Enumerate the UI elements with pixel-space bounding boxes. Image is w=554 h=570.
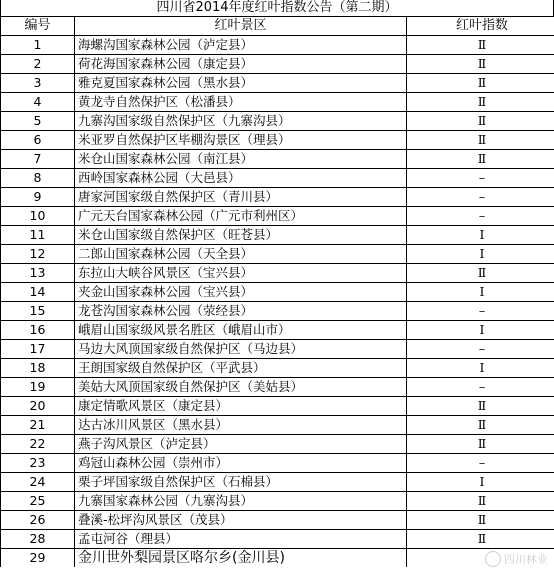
header-index: 红叶指数 [407,17,554,36]
row-scenic-name: 米仓山国家级自然保护区（旺苍县） [75,226,407,245]
row-scenic-name: 西岭国家森林公园（大邑县） [75,169,407,188]
table-row [1,549,554,568]
red-leaf-index-table [0,16,554,567]
row-number: 22 [1,435,75,454]
table-row [1,245,554,264]
row-red-leaf-index: Ⅰ [407,359,554,378]
row-red-leaf-index: Ⅱ [407,93,554,112]
row-red-leaf-index: – [407,169,554,188]
row-red-leaf-index: Ⅱ [407,112,554,131]
row-scenic-name: 海螺沟国家森林公园（泸定县） [75,36,407,55]
table-row [1,207,554,226]
row-red-leaf-index: Ⅱ [407,511,554,530]
row-number: 4 [1,93,75,112]
row-scenic-name: 美姑大风顶国家级自然保护区（美姑县） [75,378,407,397]
table-row [1,188,554,207]
watermark-text: 四川林业 [504,553,548,566]
row-red-leaf-index: Ⅱ [407,530,554,549]
row-scenic-name: 黄龙寺自然保护区（松潘县） [75,93,407,112]
table-row [1,321,554,340]
row-scenic-name: 达古冰川风景区（黑水县） [75,416,407,435]
watermark [485,551,548,567]
table-row [1,473,554,492]
table-row [1,112,554,131]
table-row [1,492,554,511]
row-number: 6 [1,131,75,150]
table-row [1,264,554,283]
row-red-leaf-index: Ⅱ [407,397,554,416]
row-scenic-name: 鸡冠山森林公园（崇州市） [75,454,407,473]
row-number: 9 [1,188,75,207]
row-number: 14 [1,283,75,302]
row-scenic-name: 唐家河国家级自然保护区（青川县） [75,188,407,207]
table-row [1,283,554,302]
table-row [1,131,554,150]
table-row [1,378,554,397]
row-number: 1 [1,36,75,55]
row-red-leaf-index: Ⅰ [407,321,554,340]
row-number: 10 [1,207,75,226]
row-scenic-name: 王朗国家级自然保护区（平武县） [75,359,407,378]
table-row [1,36,554,55]
row-number: 25 [1,492,75,511]
table-row [1,416,554,435]
row-red-leaf-index: Ⅰ [407,245,554,264]
row-red-leaf-index: Ⅱ [407,492,554,511]
table-row [1,55,554,74]
row-red-leaf-index: Ⅱ [407,36,554,55]
table-row [1,150,554,169]
row-scenic-name: 金川世外梨园景区咯尔乡(金川县) [75,549,407,568]
row-scenic-name: 燕子沟风景区（泸定县） [75,435,407,454]
table-row [1,340,554,359]
sheet-title: 四川省2014年度红叶指数公告（第二期） [0,0,554,16]
row-scenic-name: 广元天台国家森林公园（广元市利州区） [75,207,407,226]
table-row [1,226,554,245]
table-row [1,454,554,473]
row-red-leaf-index: – [407,188,554,207]
row-scenic-name: 东拉山大峡谷风景区（宝兴县） [75,264,407,283]
row-number: 20 [1,397,75,416]
table-row [1,397,554,416]
row-red-leaf-index: Ⅱ [407,55,554,74]
row-red-leaf-index: – [407,207,554,226]
row-scenic-name: 米亚罗自然保护区毕棚沟景区（理县） [75,131,407,150]
row-scenic-name: 二郎山国家森林公园（天全县） [75,245,407,264]
row-number: 7 [1,150,75,169]
row-scenic-name: 峨眉山国家级风景名胜区（峨眉山市） [75,321,407,340]
row-number: 13 [1,264,75,283]
row-red-leaf-index: – [407,340,554,359]
row-red-leaf-index: Ⅰ [407,473,554,492]
row-number: 29 [1,549,75,568]
row-scenic-name: 九寨沟国家级自然保护区（九寨沟县） [75,112,407,131]
table-row [1,302,554,321]
row-number: 23 [1,454,75,473]
header-no: 编号 [1,17,75,36]
table-row [1,359,554,378]
row-red-leaf-index: Ⅱ [407,435,554,454]
table-row [1,74,554,93]
row-scenic-name: 雅克夏国家森林公园（黑水县） [75,74,407,93]
wechat-logo-icon [485,551,501,567]
row-number: 5 [1,112,75,131]
row-scenic-name: 夹金山国家森林公园（宝兴县） [75,283,407,302]
row-red-leaf-index: – [407,302,554,321]
row-number: 16 [1,321,75,340]
row-number: 19 [1,378,75,397]
row-number: 15 [1,302,75,321]
row-scenic-name: 叠溪-松坪沟风景区（茂县） [75,511,407,530]
header-scenic: 红叶景区 [75,17,407,36]
row-red-leaf-index: Ⅱ [407,150,554,169]
row-number: 12 [1,245,75,264]
row-number: 17 [1,340,75,359]
table-row [1,169,554,188]
row-scenic-name: 马边大风顶国家级自然保护区（马边县） [75,340,407,359]
table-header-row [1,17,554,36]
row-scenic-name: 孟屯河谷（理县） [75,530,407,549]
row-scenic-name: 龙苍沟国家森林公园（荥经县） [75,302,407,321]
row-red-leaf-index: Ⅰ [407,226,554,245]
row-number: 18 [1,359,75,378]
row-red-leaf-index: Ⅱ [407,264,554,283]
table-row [1,530,554,549]
row-number: 8 [1,169,75,188]
row-number: 2 [1,55,75,74]
row-scenic-name: 米仓山国家森林公园（南江县） [75,150,407,169]
row-scenic-name: 康定情歌风景区（康定县） [75,397,407,416]
row-red-leaf-index: – [407,454,554,473]
row-scenic-name: 九寨国家森林公园（九寨沟县） [75,492,407,511]
row-number: 28 [1,530,75,549]
row-red-leaf-index: Ⅱ [407,416,554,435]
table-row [1,435,554,454]
row-red-leaf-index: Ⅰ [407,283,554,302]
row-red-leaf-index: Ⅱ [407,74,554,93]
row-scenic-name: 荷花海国家森林公园（康定县） [75,55,407,74]
table-row [1,93,554,112]
row-number: 11 [1,226,75,245]
row-red-leaf-index: – [407,378,554,397]
row-red-leaf-index: Ⅱ [407,131,554,150]
table-row [1,511,554,530]
row-number: 3 [1,74,75,93]
row-number: 21 [1,416,75,435]
row-number: 24 [1,473,75,492]
row-number: 26 [1,511,75,530]
row-scenic-name: 栗子坪国家级自然保护区（石棉县） [75,473,407,492]
